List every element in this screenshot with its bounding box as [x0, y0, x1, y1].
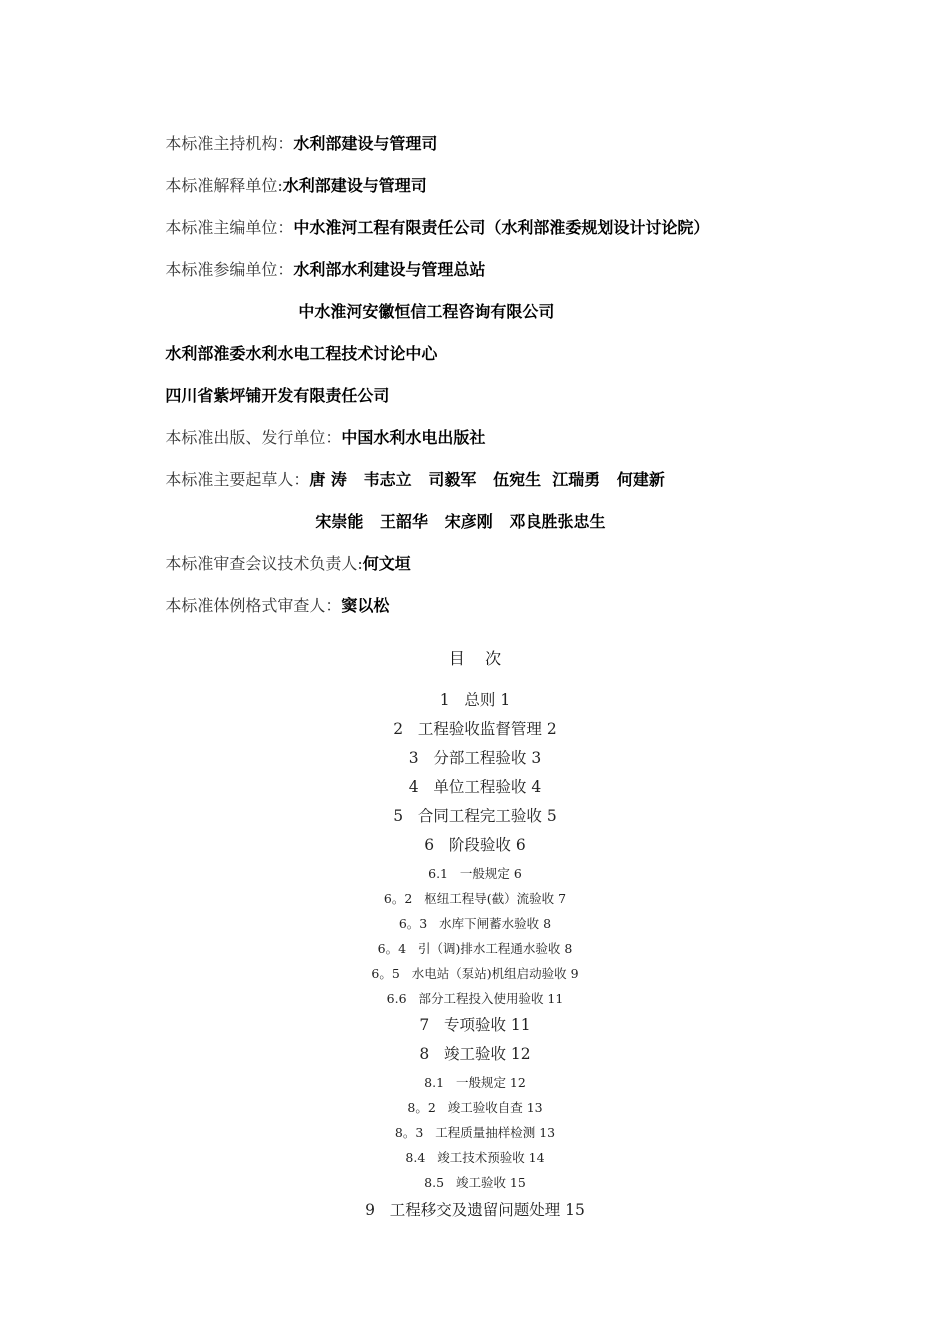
info-value: 水利部水利建设与管理总站: [293, 260, 486, 279]
toc-entry[interactable]: 1 总则 1: [439, 691, 511, 709]
info-value: 中水淮河安徽恒信工程咨询有限公司: [298, 302, 555, 321]
toc-subentry[interactable]: 6。4 引（调)排水工程通水验收 8: [377, 941, 573, 956]
toc-entry[interactable]: 3 分部工程验收 3: [408, 749, 542, 767]
info-value: 宋崇能 王韶华 宋彦刚 邓良胜张忠生: [315, 512, 606, 531]
toc-subentry[interactable]: 6。3 水库下闸蓄水验收 8: [398, 916, 552, 931]
toc-subentry[interactable]: 8。3 工程质量抽样检测 13: [394, 1125, 556, 1140]
toc-entry[interactable]: 5 合同工程完工验收 5: [393, 807, 557, 825]
toc-entry[interactable]: 7 专项验收 11: [419, 1016, 531, 1034]
toc-subentry[interactable]: 6.1 一般规定 6: [428, 866, 522, 881]
toc-entry[interactable]: 6 阶段验收 6: [424, 836, 526, 854]
info-value: 水利部淮委水利水电工程技术讨论中心: [165, 344, 438, 363]
toc-title: [0, 646, 950, 669]
info-value: 水利部建设与管理司: [293, 134, 438, 153]
toc-entry[interactable]: 2 工程验收监督管理 2: [393, 720, 557, 738]
info-label: 本标准出版、发行单位：: [165, 428, 342, 447]
info-value: 四川省紫坪铺开发有限责任公司: [165, 386, 390, 405]
toc-subentry[interactable]: 8。2 竣工验收自查 13: [407, 1100, 543, 1115]
info-label: 本标准解释单位:: [165, 176, 283, 195]
info-label: 本标准主持机构：: [165, 134, 294, 153]
toc-subentry[interactable]: 6。5 水电站（泵站)机组启动验收 9: [371, 966, 579, 981]
info-value: 中国水利水电出版社: [341, 428, 486, 447]
info-label: 本标准主要起草人：: [165, 470, 310, 489]
info-value: 唐 涛 韦志立 司毅军 伍宛生 江瑞勇 何建新: [309, 470, 665, 489]
info-label: 本标准体例格式审查人：: [165, 596, 342, 615]
toc-title-text: 目 次: [448, 649, 502, 668]
toc-entry[interactable]: 4 单位工程验收 4: [408, 778, 542, 796]
toc-subentry[interactable]: 8.1 一般规定 12: [424, 1075, 526, 1090]
info-line-format-reviewer: [145, 576, 389, 636]
info-value: 中水淮河工程有限责任公司（水利部淮委规划设计讨论院）: [293, 218, 710, 237]
info-value: 何文垣: [362, 554, 411, 573]
info-label: 本标准参编单位：: [165, 260, 294, 279]
toc-subentry[interactable]: 8.4 竣工技术预验收 14: [405, 1150, 545, 1165]
toc-entry[interactable]: 9 工程移交及遗留问题处理 15: [365, 1201, 585, 1219]
info-value: 水利部建设与管理司: [282, 176, 427, 195]
info-label: 本标准主编单位：: [165, 218, 294, 237]
toc-subentry[interactable]: 8.5 竣工验收 15: [424, 1175, 526, 1190]
toc-subentry[interactable]: 6.6 部分工程投入使用验收 11: [386, 991, 564, 1006]
info-label: 本标准审查会议技术负责人:: [165, 554, 363, 573]
info-value: 窦以松: [341, 596, 390, 615]
toc-entry[interactable]: 8 竣工验收 12: [419, 1045, 531, 1063]
toc-subentry[interactable]: 6。2 枢纽工程导(截）流验收 7: [383, 891, 567, 906]
